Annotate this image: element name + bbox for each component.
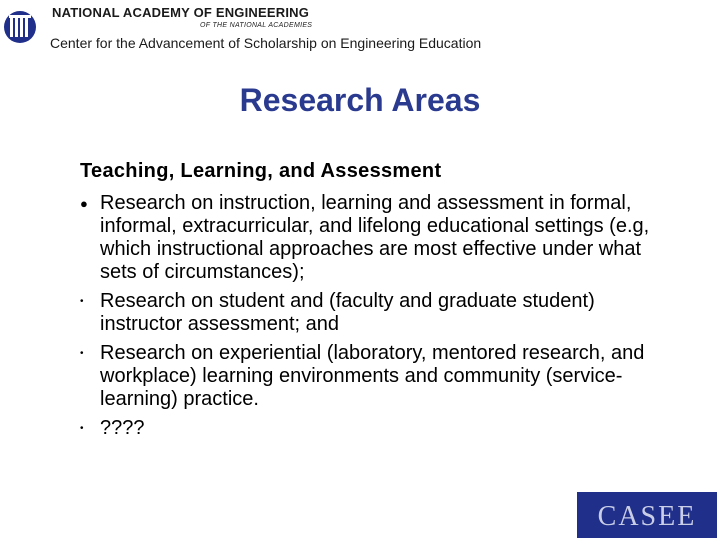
bullet-item: [80, 192, 680, 284]
bullet-text: Research on instruction, learning and assessment in formal, informal, extracurricular, and lifelong educational settings (e.g, which instructional approaches are most effective under what sets of circumstances);: [100, 192, 650, 283]
bullet-list: [80, 192, 680, 446]
casee-logo: [577, 492, 717, 538]
bullet-marker: •: [80, 423, 84, 434]
page-title: Research Areas: [239, 82, 481, 118]
bullet-marker: •: [80, 348, 84, 359]
bullet-marker: ●: [80, 196, 88, 211]
org-subtitle: OF THE NATIONAL ACADEMIES: [200, 22, 313, 29]
org-name: NATIONAL ACADEMY OF ENGINEERING: [52, 5, 310, 20]
center-name: Center for the Advancement of Scholarship on Engineering Education: [50, 35, 482, 51]
nae-logo-icon: [3, 10, 37, 44]
bullet-item: [80, 342, 680, 411]
bullet-marker: •: [80, 296, 84, 307]
bullet-item: [80, 290, 680, 336]
section-heading: Teaching, Learning, and Assessment: [80, 160, 442, 182]
casee-logo-text: CASEE: [597, 501, 697, 532]
bullet-text: Research on experiential (laboratory, mentored research, and workplace) learning environments and community (service-learning) practice.: [100, 342, 645, 410]
bullet-text: ????: [100, 417, 145, 439]
bullet-item: [80, 417, 680, 440]
bullet-text: Research on student and (faculty and graduate student) instructor assessment; and: [100, 290, 595, 335]
